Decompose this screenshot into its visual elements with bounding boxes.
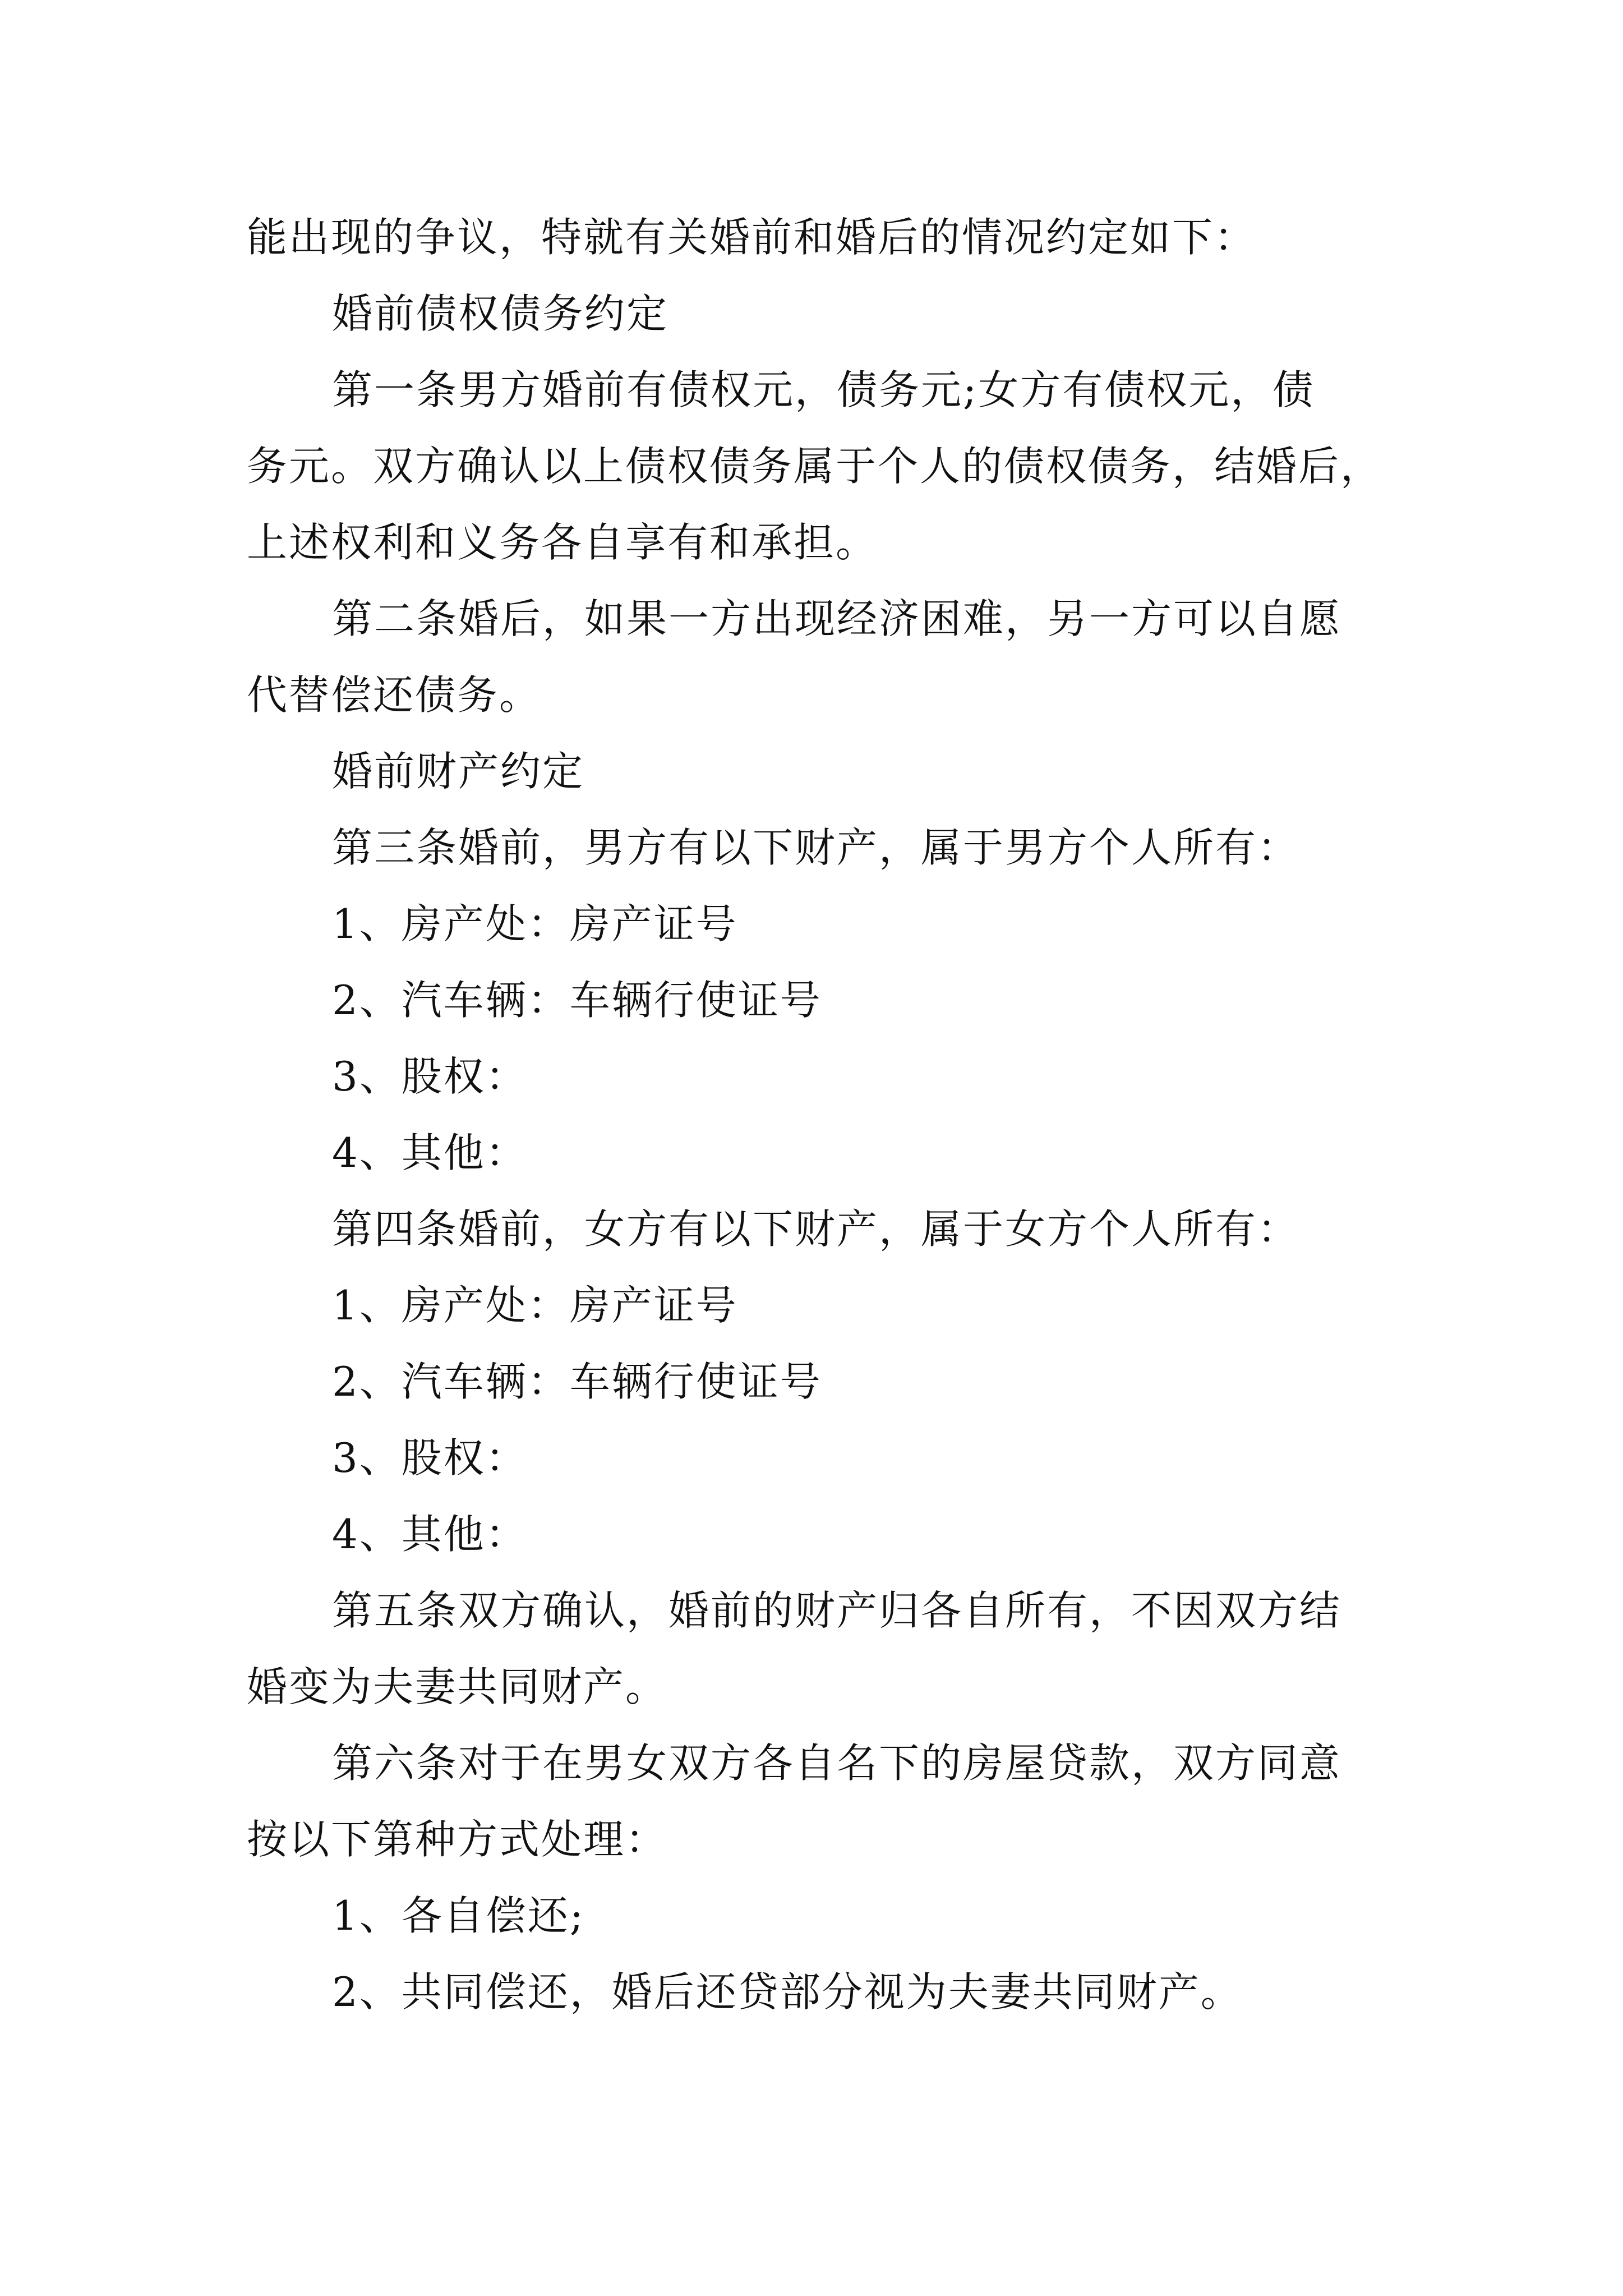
list-item: 4、其他：: [332, 1129, 528, 1176]
list-item: 3、股权：: [332, 1053, 528, 1100]
list-item: 1、各自偿还;: [332, 1892, 585, 1939]
article-line: 第一条男方婚前有债权元，债务元;女方有债权元，债: [332, 366, 1315, 413]
article-line: 第四条婚前，女方有以下财产，属于女方个人所有：: [332, 1205, 1300, 1253]
article-line: 第六条对于在男女双方各自名下的房屋贷款，双方同意: [332, 1740, 1342, 1787]
list-item: 4、其他：: [332, 1511, 528, 1558]
list-item: 1、房产处：房产证号: [332, 1282, 738, 1329]
paragraph-line: 按以下第种方式处理：: [247, 1816, 668, 1863]
paragraph-line: 务元。双方确认以上债权债务属于个人的债权债务，结婚后，: [247, 443, 1383, 490]
article-line: 第五条双方确认，婚前的财产归各自所有，不因双方结: [332, 1587, 1342, 1634]
paragraph-line: 上述权利和义务各自享有和承担。: [247, 519, 878, 566]
list-item: 2、汽车辆：车辆行使证号: [332, 1358, 822, 1405]
list-item: 2、共同偿还，婚后还贷部分视为夫妻共同财产。: [332, 1968, 1243, 2016]
section-heading: 婚前债权债务约定: [332, 290, 669, 337]
paragraph-line: 代替偿还债务。: [247, 671, 542, 719]
paragraph-line: 婚变为夫妻共同财产。: [247, 1663, 668, 1710]
section-heading: 婚前财产约定: [332, 748, 585, 795]
paragraph-line: 能出现的争议，特就有关婚前和婚后的情况约定如下：: [247, 214, 1257, 261]
article-line: 第二条婚后，如果一方出现经济困难，另一方可以自愿: [332, 595, 1342, 642]
list-item: 1、房产处：房产证号: [332, 900, 738, 947]
list-item: 2、汽车辆：车辆行使证号: [332, 977, 822, 1024]
list-item: 3、股权：: [332, 1434, 528, 1481]
article-line: 第三条婚前，男方有以下财产，属于男方个人所有：: [332, 824, 1300, 871]
document-body: [247, 199, 1383, 2030]
